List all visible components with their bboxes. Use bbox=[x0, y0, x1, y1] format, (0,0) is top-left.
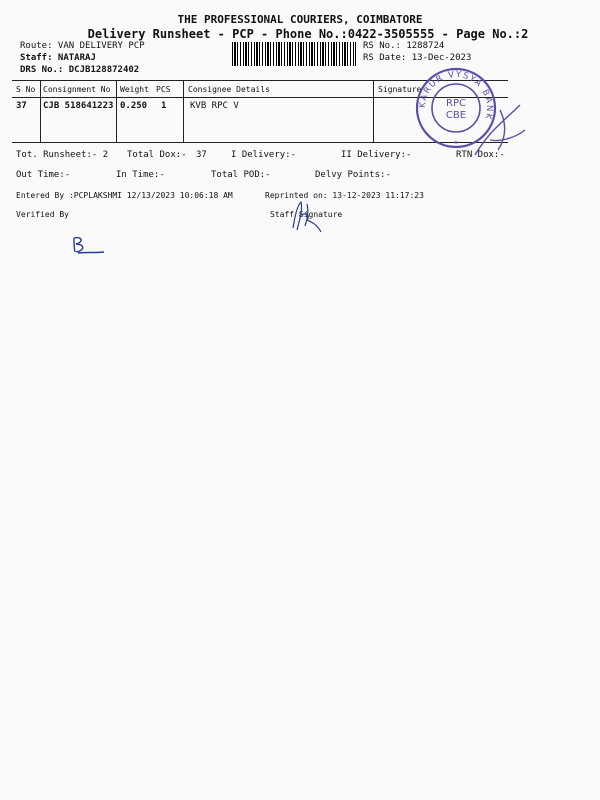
runsheet-subtitle: Delivery Runsheet - PCP - Phone No.:0422-3505555 - Page No.:2 bbox=[87, 27, 529, 41]
col-header-signature: Signature bbox=[378, 85, 422, 94]
rs-date: RS Date: 13-Dec-2023 bbox=[363, 53, 472, 63]
staff-signature-label: Staff Signature bbox=[270, 210, 343, 219]
row-consignment: CJB 518641223 bbox=[43, 101, 114, 111]
delvy-points: Delvy Points:- bbox=[315, 170, 391, 180]
rs-number: RS No.: 1288724 bbox=[363, 41, 445, 51]
verifier-signature-scribble bbox=[68, 234, 108, 256]
total-pod: Total POD:- bbox=[211, 170, 271, 180]
ii-delivery: II Delivery:- bbox=[341, 150, 412, 160]
stamp-line1: RPC bbox=[446, 98, 466, 109]
row-consignee: KVB RPC V bbox=[190, 101, 239, 111]
stamp-line2: CBE bbox=[445, 110, 467, 121]
tot-runsheet: Tot. Runsheet:- 2 bbox=[16, 150, 109, 160]
svg-text:★: ★ bbox=[453, 138, 459, 146]
row-weight: 0.250 bbox=[120, 101, 148, 111]
col-divider bbox=[116, 80, 117, 142]
reprinted-on: Reprinted on: 13-12-2023 11:17:23 bbox=[265, 191, 424, 200]
company-title: THE PROFESSIONAL COURIERS, COIMBATORE bbox=[177, 13, 423, 26]
drs-number: DRS No.: DCJB128872402 bbox=[20, 65, 140, 75]
staff-signature-scribble bbox=[285, 198, 325, 234]
total-dox-value: 37 bbox=[196, 150, 207, 160]
route-label: Route: VAN DELIVERY PCP bbox=[20, 41, 145, 51]
out-time: Out Time:- bbox=[16, 170, 71, 180]
staff-label: Staff: NATARAJ bbox=[20, 53, 96, 63]
col-divider bbox=[373, 80, 374, 142]
col-header-pcs: PCS bbox=[156, 85, 171, 94]
row-pcs: 1 bbox=[161, 101, 167, 111]
col-divider bbox=[40, 80, 41, 142]
col-divider bbox=[183, 80, 184, 142]
col-header-sno: S No bbox=[16, 85, 36, 94]
col-header-consignment: Consignment No bbox=[43, 85, 111, 94]
verified-by: Verified By bbox=[16, 210, 69, 219]
i-delivery: I Delivery:- bbox=[231, 150, 297, 160]
rtn-dox: RTN Dox:- bbox=[456, 150, 505, 160]
entered-by: Entered By :PCPLAKSHMI 12/13/2023 10:06:18 AM bbox=[16, 191, 233, 200]
barcode bbox=[232, 42, 356, 66]
col-header-consignee: Consignee Details bbox=[188, 85, 270, 94]
total-dox-label: Total Dox:- bbox=[127, 150, 187, 160]
col-header-weight: Weight bbox=[120, 85, 149, 94]
stamp-ring-text: KARUR VYSYA BANK bbox=[417, 69, 495, 122]
in-time: In Time:- bbox=[116, 170, 165, 180]
row-sno: 37 bbox=[16, 101, 27, 111]
